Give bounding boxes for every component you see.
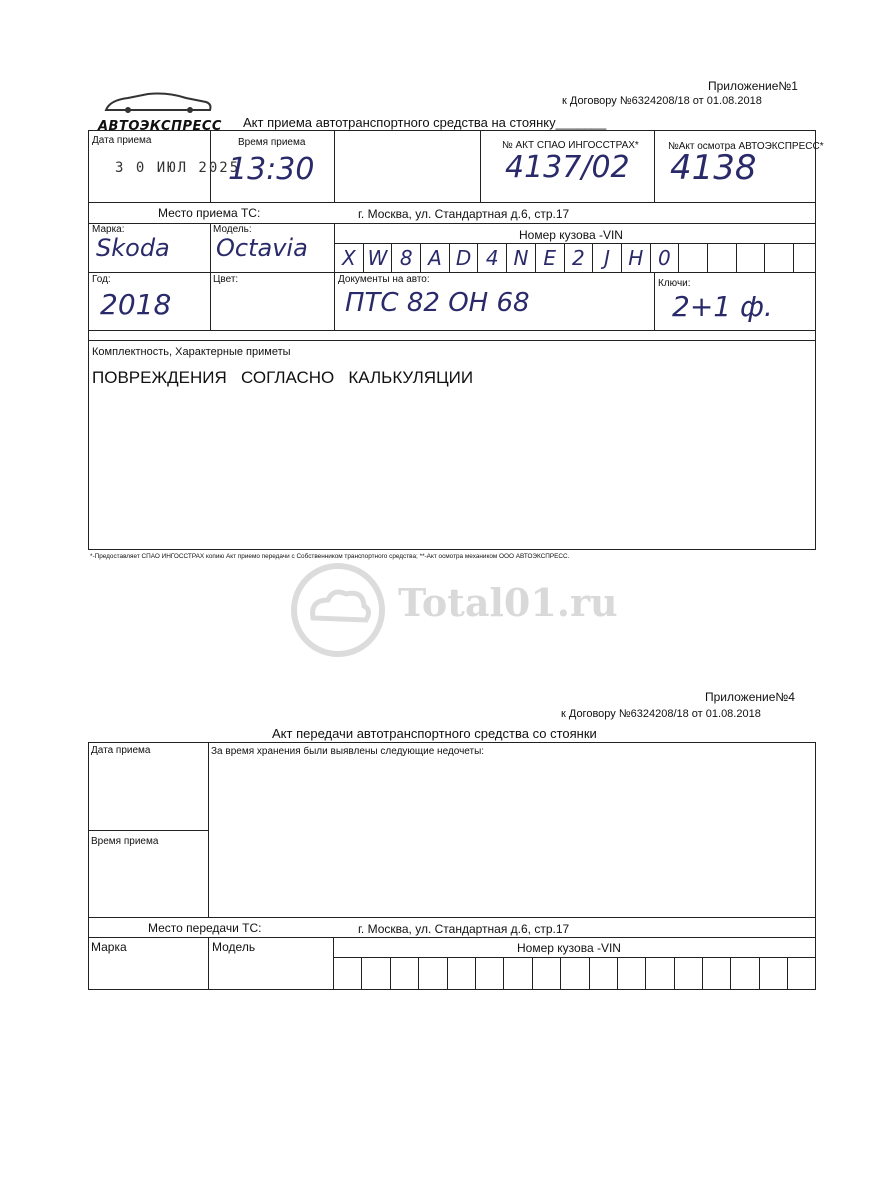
vin-cell <box>589 957 617 990</box>
vin-cell: 0 <box>650 243 679 272</box>
vin-cell: N <box>506 243 535 272</box>
vin-cell <box>418 957 446 990</box>
vin-cell: 2 <box>564 243 593 272</box>
vin-cell <box>736 243 765 272</box>
appendix-number: Приложение№4 <box>705 690 795 704</box>
contract-reference: к Договору №6324208/18 от 01.08.2018 <box>561 708 761 720</box>
watermark-logo-icon <box>288 560 388 660</box>
autoexpress-logo <box>98 90 222 134</box>
vin-cell <box>361 957 389 990</box>
documents-value: ПТС 82 ОН 68 <box>345 288 530 318</box>
model-label: Модель: <box>213 224 252 235</box>
year-label: Год: <box>92 274 111 285</box>
brand-value: Skoda <box>96 234 170 262</box>
completeness-value: ПОВРЕЖДЕНИЯ СОГЛАСНО КАЛЬКУЛЯЦИИ <box>92 368 474 387</box>
act-1-title: Акт приема автотранспортного средства на стоянку_______ <box>243 115 607 130</box>
vin-cell: X <box>334 243 363 272</box>
time-label: Время приема <box>91 836 159 847</box>
documents-label: Документы на авто: <box>338 274 430 285</box>
vin-label: Номер кузова -VIN <box>519 228 623 242</box>
vin-cell: J <box>592 243 621 272</box>
vin-cell: W <box>363 243 392 272</box>
vin-cell <box>678 243 707 272</box>
vin-cells <box>334 243 822 272</box>
inspection-act-number: 4138 <box>670 148 757 188</box>
place-label: Место приема ТС: <box>158 206 261 220</box>
model-label: Модель <box>212 940 256 954</box>
keys-label: Ключи: <box>658 278 691 289</box>
logo-text: АВТОЭКСПРЕСС <box>98 119 222 134</box>
vin-cell <box>503 957 531 990</box>
defects-label: За время хранения были выявлены следующие недочеты: <box>211 746 485 757</box>
vin-cell <box>532 957 560 990</box>
ingos-act-label: № АКТ СПАО ИНГОССТРАХ* <box>502 140 639 151</box>
contract-reference: к Договору №6324208/18 от 01.08.2018 <box>562 95 762 107</box>
vin-cell <box>560 957 588 990</box>
time-label: Время приема <box>238 137 306 148</box>
footnote: *-Предоставляет СПАО ИНГОССТРАХ копию Акт приемо передачи с Собственником транспортного средства; **-Акт осмотра механиком ООО АВТОЭКСПРЕСС. <box>90 553 570 560</box>
vin-cell <box>759 957 787 990</box>
vin-label: Номер кузова -VIN <box>517 941 621 955</box>
vin-cell <box>702 957 730 990</box>
car-icon <box>98 90 218 114</box>
vin-cell <box>645 957 673 990</box>
watermark-text: Total01.ru <box>398 580 618 625</box>
vin-cell <box>447 957 475 990</box>
vin-cell <box>707 243 736 272</box>
color-label: Цвет: <box>213 274 239 285</box>
vin-cell <box>333 957 361 990</box>
vin-cell <box>390 957 418 990</box>
place-value: г. Москва, ул. Стандартная д.6, стр.17 <box>358 207 570 221</box>
keys-value: 2+1 ф. <box>672 290 773 323</box>
vin-cell: E <box>535 243 564 272</box>
inspection-act-label: №Акт осмотра АВТОЭКСПРЕСС* <box>668 141 824 152</box>
vin-cells <box>333 957 816 990</box>
brand-label: Марка: <box>92 224 125 235</box>
date-label: Дата приема <box>92 135 152 146</box>
model-value: Octavia <box>216 234 308 262</box>
time-value: 13:30 <box>228 152 315 187</box>
place-label: Место передачи ТС: <box>148 921 262 935</box>
vin-cell <box>793 243 822 272</box>
vin-cell <box>730 957 758 990</box>
vin-cell <box>674 957 702 990</box>
vin-cell <box>475 957 503 990</box>
year-value: 2018 <box>100 288 172 321</box>
date-stamp: 3 0 ИЮЛ 2025 <box>115 160 241 176</box>
vin-cell: A <box>420 243 449 272</box>
vin-cell: H <box>621 243 650 272</box>
vin-cell <box>764 243 793 272</box>
vin-cell: 8 <box>391 243 420 272</box>
act-4-title: Акт передачи автотранспортного средства со стоянки <box>272 726 597 741</box>
vin-cell <box>617 957 645 990</box>
brand-label: Марка <box>91 940 127 954</box>
place-value: г. Москва, ул. Стандартная д.6, стр.17 <box>358 922 570 936</box>
appendix-number: Приложение№1 <box>708 79 798 93</box>
completeness-label: Комплектность, Характерные приметы <box>92 346 291 358</box>
vin-cell: 4 <box>477 243 506 272</box>
date-label: Дата приема <box>91 745 151 756</box>
vin-cell <box>787 957 815 990</box>
ingos-act-number: 4137/02 <box>505 150 630 185</box>
vin-cell: D <box>449 243 478 272</box>
